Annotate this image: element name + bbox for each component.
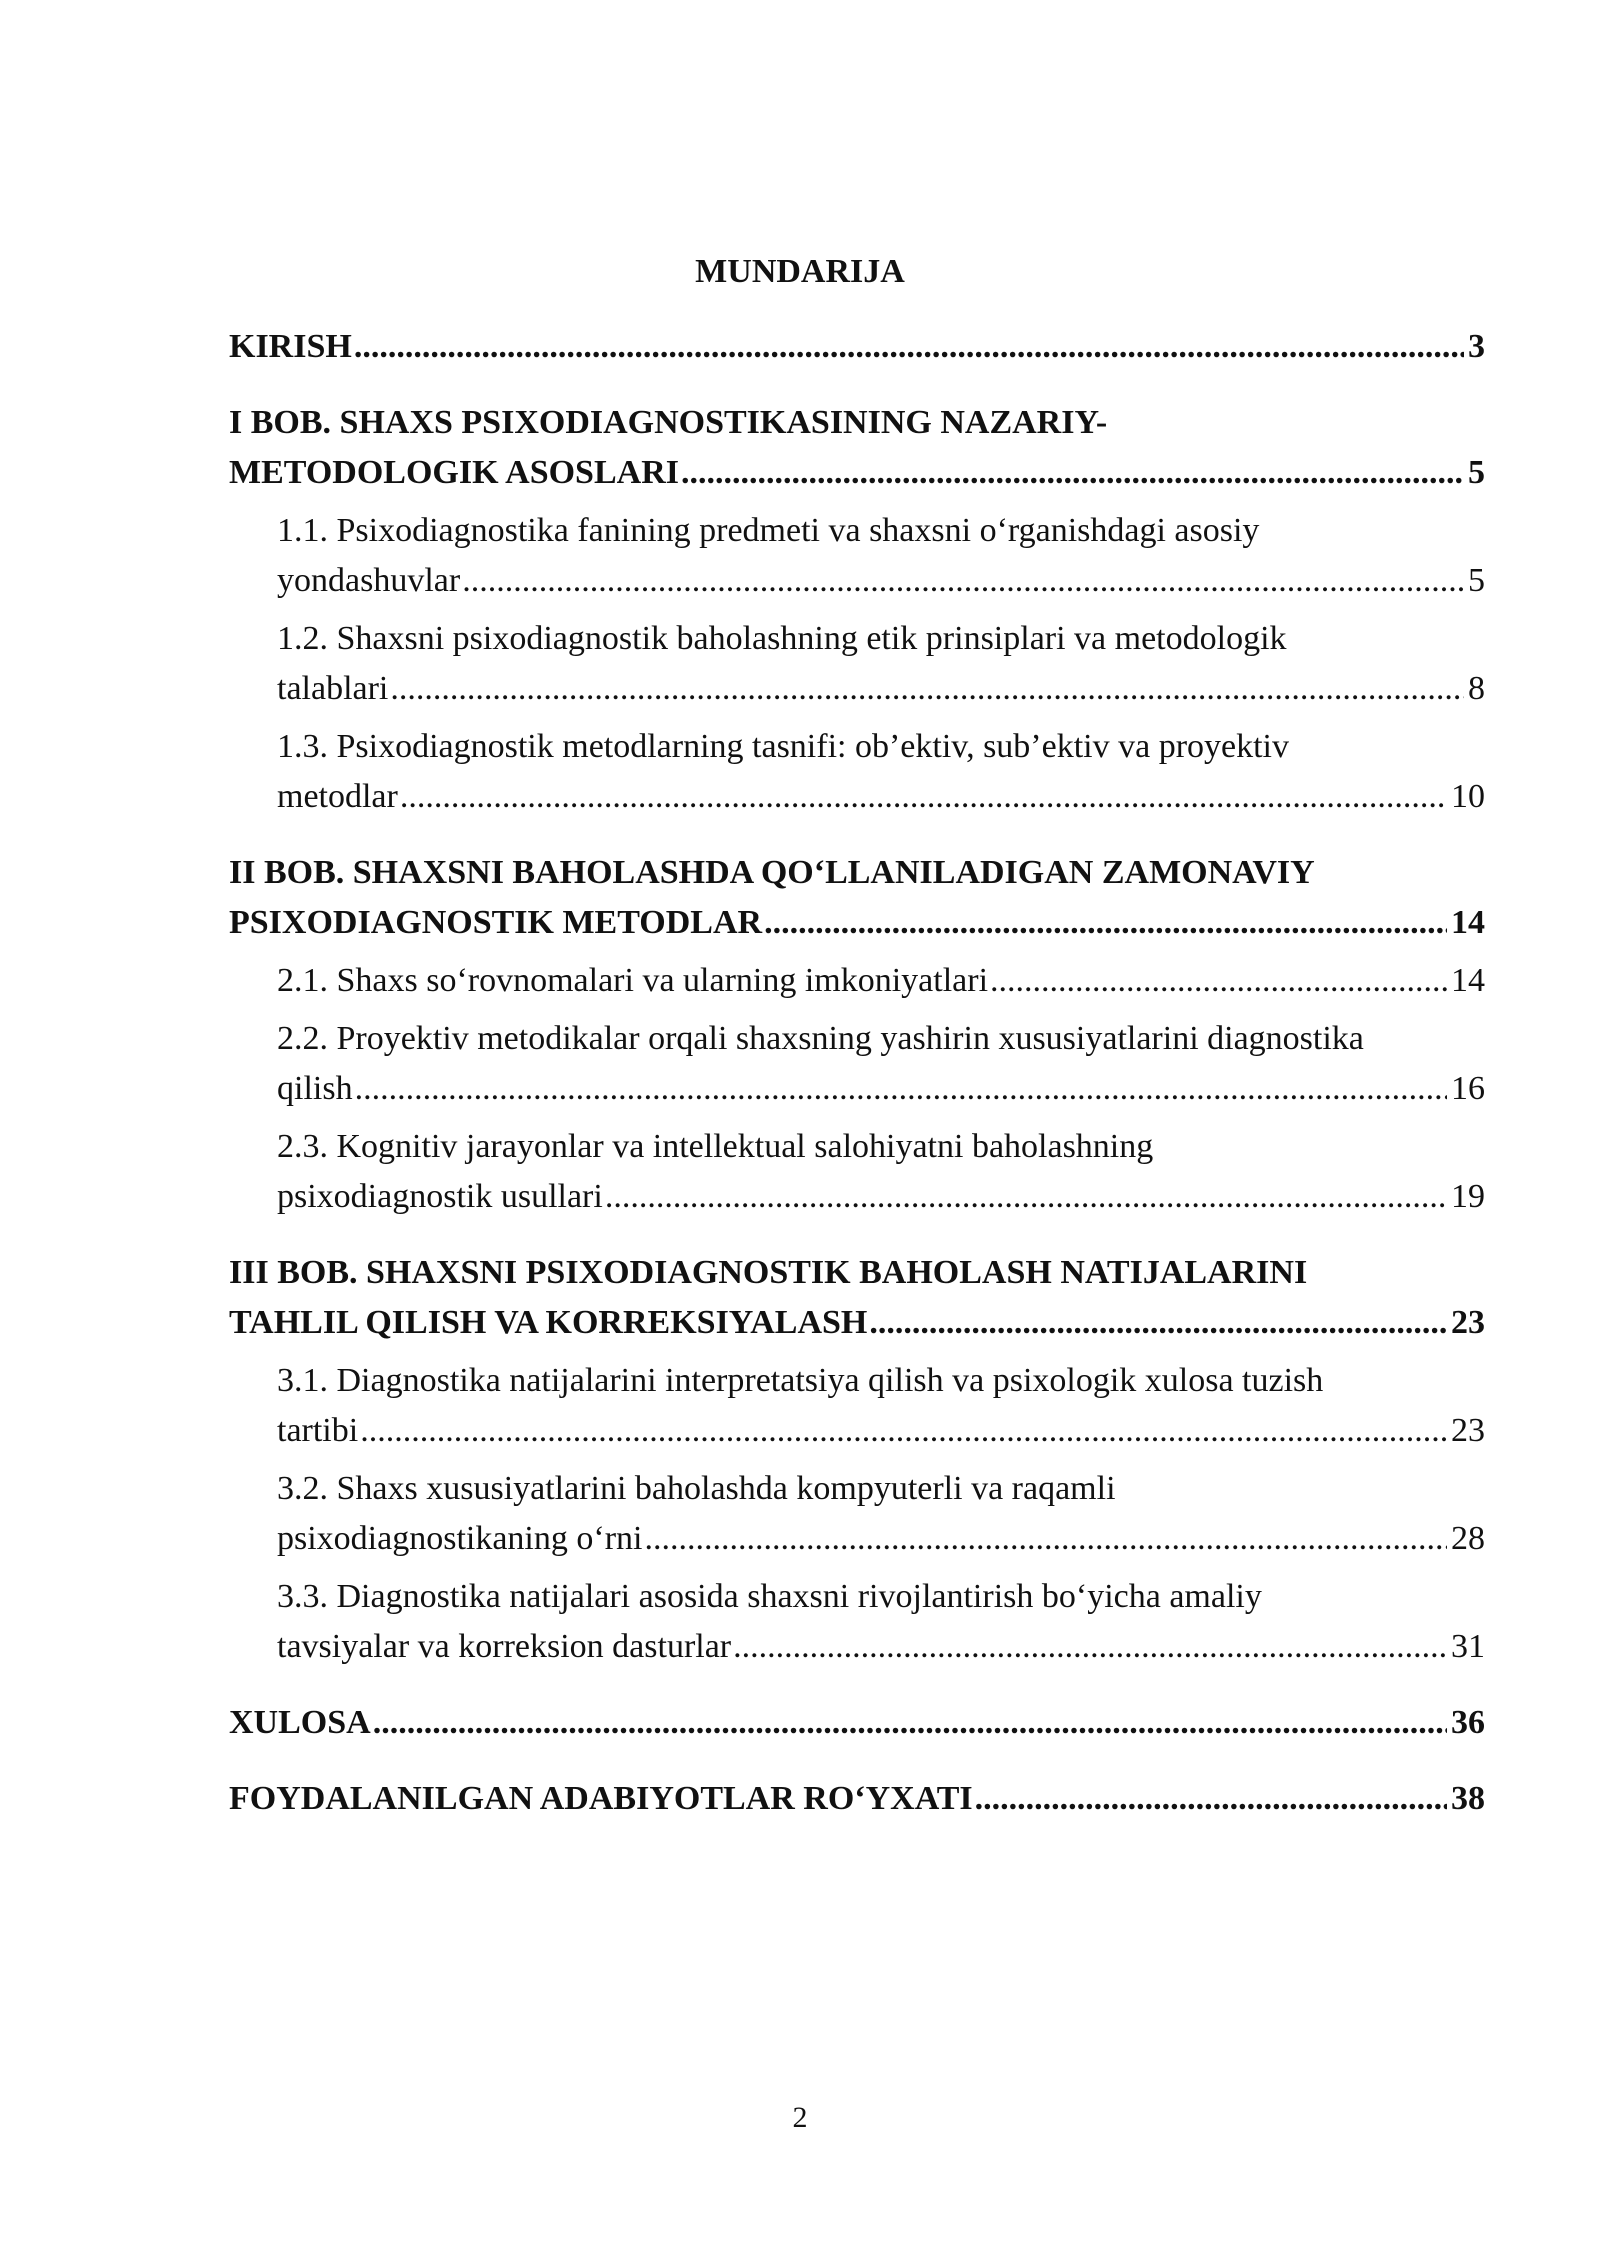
- toc-entry-title-line1: I BOB. SHAXS PSIXODIAGNOSTIKASINING NAZARIY-: [229, 404, 1108, 441]
- toc-entry-page: 31: [1451, 1628, 1485, 1665]
- toc-entry-title: psixodiagnostikaning o‘rni: [277, 1520, 643, 1557]
- toc-entry-title: METODOLOGIK ASOSLARI: [229, 454, 679, 491]
- toc-entry-page: 14: [1451, 962, 1485, 999]
- toc-entry-title-line1: II BOB. SHAXSNI BAHOLASHDA QO‘LLANILADIGAN ZAMONAVIY: [229, 854, 1315, 891]
- toc-entry-2-3[interactable]: [229, 1122, 1485, 1222]
- toc-entry-title: tartibi: [277, 1412, 359, 1449]
- page-number: 2: [792, 2101, 808, 2134]
- toc-entry-page: 23: [1451, 1412, 1485, 1449]
- toc-entry-title: TAHLIL QILISH VA KORREKSIYALASH: [229, 1304, 868, 1341]
- dot-leader: [644, 1514, 1447, 1564]
- toc-entry-page: 14: [1451, 904, 1485, 941]
- toc-entry-page: 36: [1451, 1704, 1485, 1741]
- toc-entry-3-1[interactable]: [229, 1356, 1485, 1456]
- dot-leader: [390, 664, 1464, 714]
- toc-entry-title-line1: 2.3. Kognitiv jarayonlar va intellektual salohiyatni baholashning: [277, 1128, 1154, 1165]
- toc-entry-kirish[interactable]: [229, 322, 1485, 372]
- table-of-contents: [229, 322, 1485, 1824]
- toc-entry-chapter-3[interactable]: [229, 1248, 1485, 1348]
- dot-leader: [400, 772, 1447, 822]
- toc-entry-page: 3: [1468, 328, 1485, 365]
- toc-entry-1-3[interactable]: [229, 722, 1485, 822]
- toc-entry-title: talablari: [277, 670, 389, 707]
- dot-leader: [373, 1698, 1447, 1748]
- dot-leader: [354, 322, 1464, 372]
- toc-entry-title-line1: III BOB. SHAXSNI PSIXODIAGNOSTIK BAHOLASH NATIJALARINI: [229, 1254, 1308, 1291]
- toc-entry-title: FOYDALANILGAN ADABIYOTLAR RO‘YXATI: [229, 1780, 973, 1817]
- toc-entry-page: 5: [1468, 454, 1485, 491]
- dot-leader: [733, 1622, 1447, 1672]
- toc-entry-page: 5: [1468, 562, 1485, 599]
- toc-entry-page: 38: [1451, 1780, 1485, 1817]
- toc-entry-title: yondashuvlar: [277, 562, 461, 599]
- toc-entry-page: 28: [1451, 1520, 1485, 1557]
- toc-entry-chapter-2[interactable]: [229, 848, 1485, 948]
- toc-entry-xulosa[interactable]: [229, 1698, 1485, 1748]
- toc-entry-page: 23: [1451, 1304, 1485, 1341]
- toc-entry-title: 2.1. Shaxs so‘rovnomalari va ularning imkoniyatlari: [277, 962, 989, 999]
- toc-entry-title-line1: 3.1. Diagnostika natijalarini interpretatsiya qilish va psixologik xulosa tuzish: [277, 1362, 1324, 1399]
- toc-entry-1-2[interactable]: [229, 614, 1485, 714]
- toc-entry-title: psixodiagnostik usullari: [277, 1178, 603, 1215]
- dot-leader: [869, 1298, 1447, 1348]
- toc-entry-title: XULOSA: [229, 1704, 371, 1741]
- dot-leader: [360, 1406, 1447, 1456]
- dot-leader: [990, 956, 1447, 1006]
- toc-entry-chapter-1[interactable]: [229, 398, 1485, 498]
- toc-entry-page: 16: [1451, 1070, 1485, 1107]
- dot-leader: [975, 1774, 1447, 1824]
- toc-entry-3-3[interactable]: [229, 1572, 1485, 1672]
- toc-entry-title-line1: 3.3. Diagnostika natijalari asosida shaxsni rivojlantirish bo‘yicha amaliy: [277, 1578, 1262, 1615]
- dot-leader: [681, 448, 1464, 498]
- dot-leader: [462, 556, 1464, 606]
- dot-leader: [605, 1172, 1447, 1222]
- toc-entry-page: 10: [1451, 778, 1485, 815]
- toc-entry-1-1[interactable]: [229, 506, 1485, 606]
- toc-entry-3-2[interactable]: [229, 1464, 1485, 1564]
- toc-entry-adabiyotlar[interactable]: [229, 1774, 1485, 1824]
- dot-leader: [764, 898, 1447, 948]
- toc-entry-page: 19: [1451, 1178, 1485, 1215]
- toc-entry-title-line1: 1.3. Psixodiagnostik metodlarning tasnifi: ob’ektiv, sub’ektiv va proyektiv: [277, 728, 1289, 765]
- dot-leader: [355, 1064, 1447, 1114]
- toc-entry-title-line1: 1.2. Shaxsni psixodiagnostik baholashning etik prinsiplari va metodologik: [277, 620, 1287, 657]
- toc-entry-title: tavsiyalar va korreksion dasturlar: [277, 1628, 732, 1665]
- toc-entry-page: 8: [1468, 670, 1485, 707]
- toc-entry-2-2[interactable]: [229, 1014, 1485, 1114]
- toc-entry-title: KIRISH: [229, 328, 352, 365]
- toc-entry-title-line1: 3.2. Shaxs xususiyatlarini baholashda kompyuterli va raqamli: [277, 1470, 1116, 1507]
- toc-entry-title-line1: 1.1. Psixodiagnostika fanining predmeti va shaxsni o‘rganishdagi asosiy: [277, 512, 1260, 549]
- page-title: MUNDARIJA: [695, 253, 905, 290]
- toc-entry-title: metodlar: [277, 778, 398, 815]
- toc-entry-title-line1: 2.2. Proyektiv metodikalar orqali shaxsning yashirin xususiyatlarini diagnostika: [277, 1020, 1364, 1057]
- toc-entry-2-1[interactable]: [229, 956, 1485, 1006]
- toc-entry-title: qilish: [277, 1070, 353, 1107]
- toc-entry-title: PSIXODIAGNOSTIK METODLAR: [229, 904, 763, 941]
